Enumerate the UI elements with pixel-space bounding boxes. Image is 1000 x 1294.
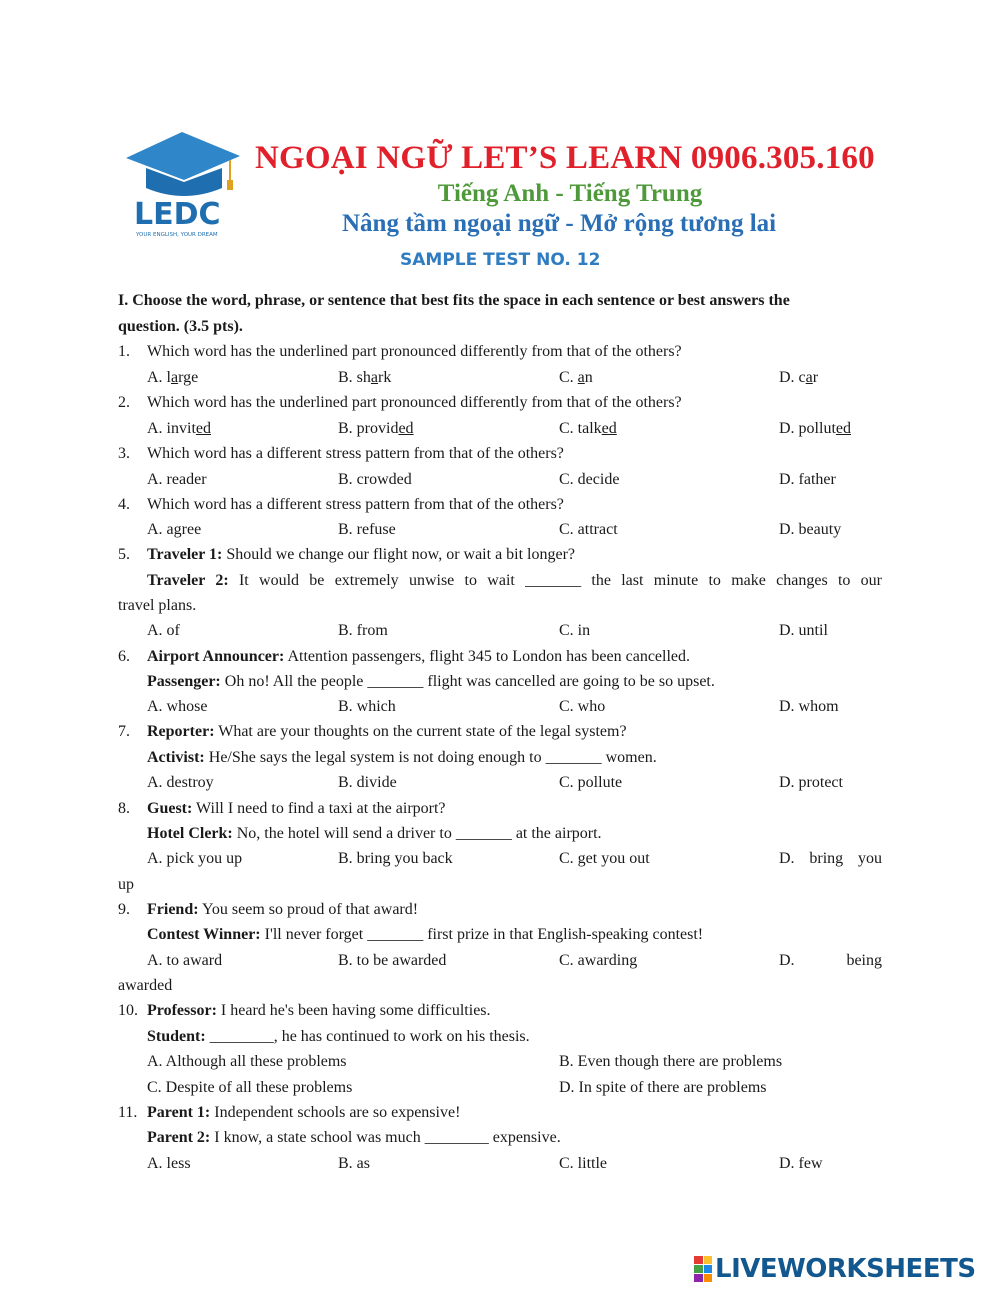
option-d: D. father	[779, 471, 836, 488]
option-c: C. in	[559, 622, 591, 639]
option-a: A. of	[147, 622, 180, 639]
option-d: D. bring you	[779, 850, 882, 867]
option-c: C. little	[559, 1155, 607, 1172]
option-a: A. pick you up	[147, 850, 243, 867]
option-b: B. refuse	[338, 521, 396, 538]
liveworksheets-logo: LIVEWORKSHEETS	[694, 1255, 976, 1283]
question-5-reply-continued: travel plans.	[118, 597, 197, 614]
option-c: C. who	[559, 698, 606, 715]
svg-text:LEDC: LEDC	[134, 197, 221, 232]
option-b: B. bring you back	[338, 850, 453, 867]
liveworksheets-grid-icon	[694, 1256, 712, 1282]
option-b: B. as	[338, 1155, 370, 1172]
option-c: C. talked	[559, 420, 617, 437]
option-a: A. less	[147, 1155, 191, 1172]
option-c: C. decide	[559, 471, 620, 488]
option-b: B. provided	[338, 420, 414, 437]
option-d: D. In spite of there are problems	[559, 1079, 767, 1096]
option-d: D. until	[779, 622, 828, 639]
languages-line: Tiếng Anh - Tiếng Trung	[437, 180, 703, 207]
test-title: SAMPLE TEST NO. 12	[400, 250, 601, 270]
option-d: D. few	[779, 1155, 823, 1172]
option-d: D. beauty	[779, 521, 842, 538]
option-a: A. invited	[147, 420, 211, 437]
section-instruction-line-2: question. (3.5 pts).	[118, 318, 243, 335]
svg-text:YOUR ENGLISH, YOUR DREAM: YOUR ENGLISH, YOUR DREAM	[136, 232, 218, 238]
option-a: A. Although all these problems	[147, 1053, 347, 1070]
option-d: D. car	[779, 369, 819, 386]
option-d: D. whom	[779, 698, 839, 715]
section-instruction-line-1: I. Choose the word, phrase, or sentence that best fits the space in each sentence or best answers the	[118, 292, 790, 309]
option-a: A. agree	[147, 521, 202, 538]
option-b: B. which	[338, 698, 396, 715]
option-c: C. attract	[559, 521, 618, 538]
option-b: B. to be awarded	[338, 952, 447, 969]
center-name-phone: NGOẠI NGỮ LET’S LEARN 0906.305.160	[255, 140, 875, 176]
option-c: C. pollute	[559, 774, 623, 791]
option-a: A. whose	[147, 698, 208, 715]
option-a: A. reader	[147, 471, 207, 488]
option-d: D. being	[779, 952, 882, 969]
option-b: B. from	[338, 622, 388, 639]
option-a: A. large	[147, 369, 199, 386]
option-c: C. an	[559, 369, 593, 386]
option-b: B. Even though there are problems	[559, 1053, 783, 1070]
option-d: D. polluted	[779, 420, 851, 437]
question-9-option-d-wrap: awarded	[118, 977, 173, 994]
option-a: A. destroy	[147, 774, 214, 791]
option-b: B. crowded	[338, 471, 412, 488]
option-a: A. to award	[147, 952, 223, 969]
option-b: B. divide	[338, 774, 397, 791]
option-c: C. awarding	[559, 952, 638, 969]
question-8-option-d-wrap: up	[118, 876, 134, 893]
option-d: D. protect	[779, 774, 843, 791]
option-c: C. Despite of all these problems	[147, 1079, 353, 1096]
slogan-line: Nâng tầm ngoại ngữ - Mở rộng tương lai	[342, 210, 777, 237]
option-c: C. get you out	[559, 850, 650, 867]
option-b: B. shark	[338, 369, 392, 386]
